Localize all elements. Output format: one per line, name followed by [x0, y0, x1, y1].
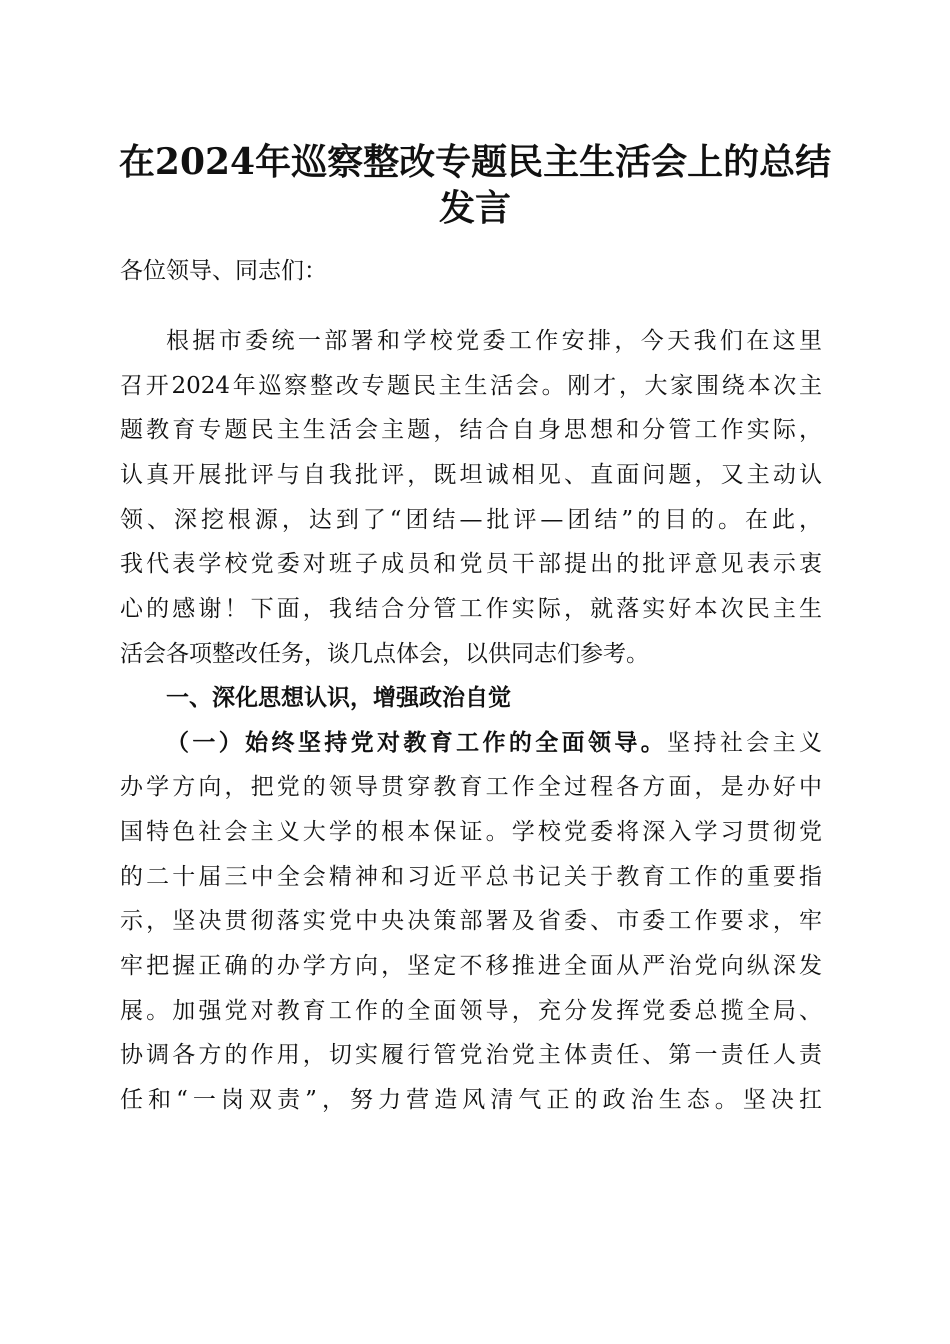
paragraph-line: 协调各方的作用，切实履行管党治党主体责任、第一责任人责	[120, 1042, 822, 1068]
paragraph-line: 领、深挖根源，达到了“团结—批评—团结”的目的。在此，	[120, 507, 822, 533]
paragraph-line: 活会各项整改任务，谈几点体会，以供同志们参考。	[120, 641, 649, 667]
paragraph-line: 牢把握正确的办学方向，坚定不移推进全面从严治党向纵深发	[120, 953, 822, 979]
paragraph-line: 我代表学校党委对班子成员和党员干部提出的批评意见表示衷	[120, 551, 822, 577]
section-heading-1: 一、深化思想认识，增强政治自觉	[166, 685, 511, 711]
paragraph-line: 任和“一岗双责”，努力营造风清气正的政治生态。坚决扛	[120, 1087, 822, 1113]
paragraph-line: 展。加强党对教育工作的全面领导，充分发挥党委总揽全局、	[120, 998, 822, 1024]
document-title-line-2: 发言	[438, 187, 511, 229]
subsection-heading-1: （一）始终坚持党对教育工作的全面领导。	[166, 729, 668, 756]
paragraph-line: 题教育专题民主生活会主题，结合自身思想和分管工作实际，	[120, 417, 822, 443]
document-title-line-1: 在2024年巡察整改专题民主生活会上的总结	[118, 141, 832, 183]
paragraph-line: 办学方向，把党的领导贯穿教育工作全过程各方面，是办好中	[120, 774, 822, 800]
paragraph-line: 根据市委统一部署和学校党委工作安排，今天我们在这里	[166, 328, 822, 354]
paragraph-line-first	[166, 728, 822, 758]
paragraph-line: 认真开展批评与自我批评，既坦诚相见、直面问题，又主动认	[120, 462, 822, 488]
paragraph-line: 的二十届三中全会精神和习近平总书记关于教育工作的重要指	[120, 864, 822, 890]
paragraph-line: 国特色社会主义大学的根本保证。学校党委将深入学习贯彻党	[120, 819, 822, 845]
paragraph-line: 示，坚决贯彻落实党中央决策部署及省委、市委工作要求，牢	[120, 908, 822, 934]
paragraph-line: 召开2024年巡察整改专题民主生活会。刚才，大家围绕本次主	[120, 373, 822, 399]
subsection-text: 坚持社会主义	[667, 730, 822, 756]
paragraph-line: 心的感谢！下面，我结合分管工作实际，就落实好本次民主生	[120, 596, 822, 622]
salutation: 各位领导、同志们：	[120, 258, 327, 284]
